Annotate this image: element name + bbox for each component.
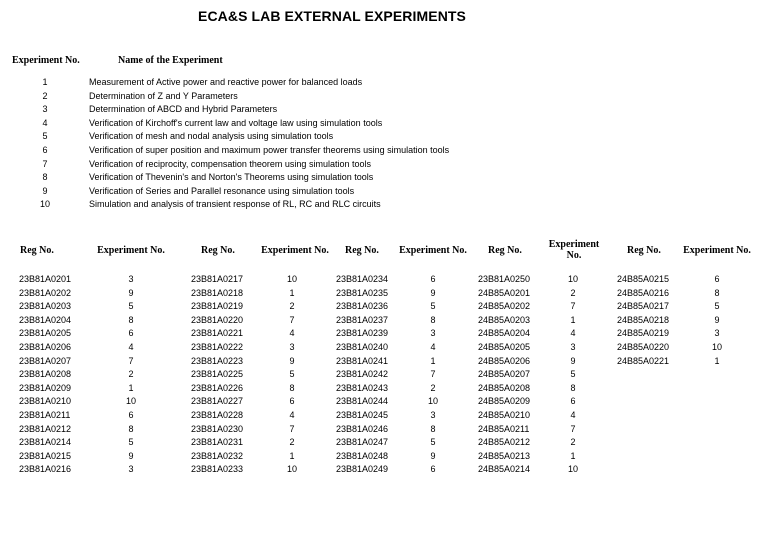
experiment-row [0,131,768,145]
col2-reg-header: Reg No. [201,244,235,256]
experiment-number-cell: 1 [714,355,720,366]
reg-number-cell: 23B81A0201 [19,274,72,284]
reg-number-cell: 24B85A0214 [478,464,531,475]
experiment-number-cell: 10 [286,464,297,475]
reg-number-cell: 23B81A0240 [336,341,389,352]
experiment-number: 4 [42,117,48,128]
experiment-number-cell: 6 [430,464,436,475]
reg-number-cell: 23B81A0221 [191,328,244,339]
reg-number-cell: 23B81A0234 [336,274,389,284]
reg-number-cell: 23B81A0217 [191,274,244,284]
reg-number-cell: 23B81A0236 [336,301,389,312]
experiment-number-cell: 3 [430,409,436,420]
reg-number-cell: 23B81A0235 [336,287,389,298]
reg-number-cell: 23B81A0247 [336,437,389,448]
page-title: ECA&S LAB EXTERNAL EXPERIMENTS [198,8,466,24]
experiment-number-cell: 9 [430,287,436,298]
reg-number-cell: 23B81A0205 [19,328,72,339]
experiment-row [0,118,768,132]
experiment-number-cell: 1 [128,382,134,393]
col5-exp-header: Experiment No. [683,244,751,256]
experiment-number-cell: 6 [714,274,720,284]
reg-number-cell: 23B81A0242 [336,369,389,380]
reg-number-cell: 23B81A0232 [191,450,244,461]
reg-number-cell: 24B85A0204 [478,328,531,339]
reg-number-cell: 23B81A0208 [19,369,72,380]
reg-number-cell: 23B81A0237 [336,314,389,325]
experiment-number-cell: 3 [714,328,720,339]
experiment-number-cell: 7 [128,355,134,366]
experiment-list [0,77,768,213]
reg-number-cell: 24B85A0216 [617,287,670,298]
reg-number-cell: 24B85A0213 [478,450,531,461]
experiment-number-cell: 10 [125,396,136,407]
experiment-number-cell: 3 [128,464,134,475]
experiment-number-cell: 4 [128,341,134,352]
experiment-number-cell: 10 [427,396,438,407]
experiment-name: Verification of reciprocity, compensation theorem using simulation tools [89,158,371,169]
experiment-row [0,172,768,186]
experiment-number-cell: 7 [570,423,576,434]
exp-column-2 [279,273,305,477]
reg-number-cell: 23B81A0245 [336,409,389,420]
experiment-number-cell: 5 [430,301,436,312]
experiment-number-cell: 4 [430,341,436,352]
experiment-number-cell: 8 [430,314,436,325]
reg-number-cell: 23B81A0204 [19,314,72,325]
reg-number-cell: 24B85A0212 [478,437,531,448]
reg-number-cell: 24B85A0219 [617,328,670,339]
reg-number-cell: 23B81A0246 [336,423,389,434]
reg-number-cell: 24B85A0205 [478,341,531,352]
reg-number-cell: 24B85A0211 [478,423,530,434]
reg-number-cell: 24B85A0215 [617,274,670,284]
reg-column-3 [336,273,406,477]
experiment-number-cell: 5 [570,369,576,380]
experiment-number-cell: 4 [570,328,576,339]
experiment-name: Simulation and analysis of transient response of RL, RC and RLC circuits [89,199,381,210]
reg-number-cell: 23B81A0215 [19,450,72,461]
reg-number-cell: 23B81A0207 [19,355,72,366]
experiment-number-cell: 5 [128,437,134,448]
experiment-number: 3 [42,104,48,115]
reg-number-cell: 23B81A0206 [19,341,72,352]
experiment-number-cell: 7 [289,423,295,434]
reg-column-1 [19,273,89,477]
experiment-number-cell: 2 [289,301,295,312]
experiment-number-cell: 9 [128,287,134,298]
experiment-row [0,91,768,105]
experiment-number-cell: 6 [430,274,436,284]
experiment-number-cell: 2 [570,287,576,298]
reg-number-cell: 24B85A0206 [478,355,531,366]
reg-number-cell: 23B81A0227 [191,396,244,407]
experiment-number-cell: 2 [570,437,576,448]
experiment-number-cell: 7 [430,369,436,380]
experiment-row [0,104,768,118]
reg-number-cell: 23B81A0216 [19,464,72,475]
col3-reg-header: Reg No. [345,244,379,256]
experiment-name: Verification of mesh and nodal analysis using simulation tools [89,131,334,142]
experiment-number-cell: 1 [570,450,576,461]
col1-exp-header: Experiment No. [97,244,165,256]
reg-number-cell: 23B81A0203 [19,301,72,312]
reg-number-cell: 23B81A0218 [191,287,244,298]
experiment-number-cell: 2 [430,382,436,393]
experiment-number-cell: 6 [289,396,295,407]
experiment-number-cell: 5 [430,437,436,448]
col5-reg-header: Reg No. [627,244,661,256]
experiment-row [0,199,768,213]
experiment-row [0,186,768,200]
reg-column-2 [191,273,261,477]
reg-number-cell: 23B81A0248 [336,450,389,461]
experiment-number-cell: 7 [289,314,295,325]
experiment-number-cell: 9 [430,450,436,461]
experiment-row [0,159,768,173]
experiment-number-cell: 5 [714,301,720,312]
experiment-name: Determination of ABCD and Hybrid Parameters [89,104,278,115]
experiment-number-cell: 4 [289,328,295,339]
experiment-number-cell: 1 [289,450,295,461]
experiment-number-cell: 6 [570,396,576,407]
experiment-number-cell: 2 [128,369,134,380]
experiment-number: 5 [42,131,48,142]
experiment-number: 2 [42,90,48,101]
experiment-number-cell: 9 [570,355,576,366]
experiment-number-cell: 2 [289,437,295,448]
reg-number-cell: 23B81A0233 [191,464,244,475]
reg-number-cell: 23B81A0210 [19,396,72,407]
experiment-number-cell: 8 [128,314,134,325]
col1-reg-header: Reg No. [20,244,54,256]
col4-reg-header: Reg No. [488,244,522,256]
reg-number-cell: 23B81A0202 [19,287,72,298]
experiment-number-cell: 8 [714,287,720,298]
reg-number-cell: 23B81A0250 [478,274,531,284]
experiment-name-header: Name of the Experiment [118,55,223,66]
reg-number-cell: 23B81A0211 [19,409,71,420]
reg-number-cell: 24B85A0218 [617,314,670,325]
exp-column-5 [704,273,730,368]
reg-number-cell: 24B85A0201 [478,287,531,298]
experiment-name: Determination of Z and Y Parameters [89,90,238,101]
experiment-number: 8 [42,172,48,183]
experiment-number: 6 [42,144,48,155]
experiment-number-cell: 6 [128,409,134,420]
experiment-number-cell: 8 [430,423,436,434]
experiment-number: 9 [42,185,48,196]
experiment-number-cell: 10 [286,274,297,284]
experiment-name: Verification of Series and Parallel resonance using simulation tools [89,185,355,196]
experiment-name: Verification of Kirchoff's current law and voltage law using simulation tools [89,117,383,128]
experiment-number-cell: 8 [289,382,295,393]
experiment-number-cell: 10 [567,274,578,284]
reg-number-cell: 23B81A0243 [336,382,389,393]
reg-number-cell: 24B85A0208 [478,382,531,393]
reg-number-cell: 24B85A0203 [478,314,531,325]
reg-number-cell: 23B81A0209 [19,382,72,393]
experiment-number-cell: 1 [430,355,436,366]
reg-number-cell: 23B81A0219 [191,301,244,312]
reg-number-cell: 23B81A0230 [191,423,244,434]
experiment-number: 7 [42,158,48,169]
experiment-name: Verification of Thevenin's and Norton's Theorems using simulation tools [89,172,374,183]
reg-number-cell: 23B81A0231 [191,437,244,448]
experiment-number-cell: 10 [711,341,722,352]
experiment-number-cell: 8 [128,423,134,434]
experiment-name: Measurement of Active power and reactive power for balanced loads [89,77,363,87]
reg-number-cell: 23B81A0223 [191,355,244,366]
experiment-number-cell: 7 [570,301,576,312]
experiment-number-cell: 1 [289,287,295,298]
reg-number-cell: 23B81A0228 [191,409,244,420]
exp-column-3 [420,273,446,477]
col2-exp-header: Experiment No. [261,244,329,256]
reg-column-5 [617,273,687,368]
reg-column-4 [478,273,548,477]
col4-exp-header: Experiment No. [548,239,600,261]
experiment-number-cell: 3 [128,274,134,284]
experiment-number-cell: 10 [567,464,578,475]
experiment-number: 1 [42,77,48,87]
exp-column-1 [118,273,144,477]
experiment-number-cell: 9 [128,450,134,461]
experiment-number-cell: 1 [570,314,576,325]
experiment-number-cell: 3 [289,341,295,352]
experiment-name: Verification of super position and maximum power transfer theorems using simulation tools [89,144,450,155]
experiment-number-cell: 6 [128,328,134,339]
reg-number-cell: 24B85A0220 [617,341,670,352]
reg-number-cell: 23B81A0212 [19,423,72,434]
experiment-number-cell: 3 [430,328,436,339]
reg-number-cell: 23B81A0249 [336,464,389,475]
experiment-number: 10 [39,199,50,210]
exp-column-4 [560,273,586,477]
reg-number-cell: 24B85A0202 [478,301,531,312]
reg-number-cell: 23B81A0239 [336,328,389,339]
reg-number-cell: 23B81A0226 [191,382,244,393]
experiment-row [0,145,768,159]
reg-number-cell: 23B81A0220 [191,314,244,325]
experiment-number-cell: 4 [289,409,295,420]
experiment-number-cell: 5 [289,369,295,380]
reg-number-cell: 23B81A0244 [336,396,389,407]
experiment-number-cell: 8 [570,382,576,393]
reg-number-cell: 24B85A0217 [617,301,670,312]
experiment-row [0,77,768,91]
reg-number-cell: 24B85A0209 [478,396,531,407]
reg-number-cell: 23B81A0225 [191,369,244,380]
reg-number-cell: 24B85A0207 [478,369,531,380]
reg-number-cell: 23B81A0241 [336,355,389,366]
experiment-number-cell: 9 [289,355,295,366]
reg-number-cell: 23B81A0222 [191,341,244,352]
experiment-number-cell: 9 [714,314,720,325]
reg-number-cell: 23B81A0214 [19,437,72,448]
reg-number-cell: 24B85A0221 [617,355,670,366]
experiment-number-cell: 5 [128,301,134,312]
col3-exp-header: Experiment No. [399,244,467,256]
experiment-no-header: Experiment No. [12,55,80,66]
experiment-number-cell: 4 [570,409,576,420]
experiment-number-cell: 3 [570,341,576,352]
reg-number-cell: 24B85A0210 [478,409,531,420]
